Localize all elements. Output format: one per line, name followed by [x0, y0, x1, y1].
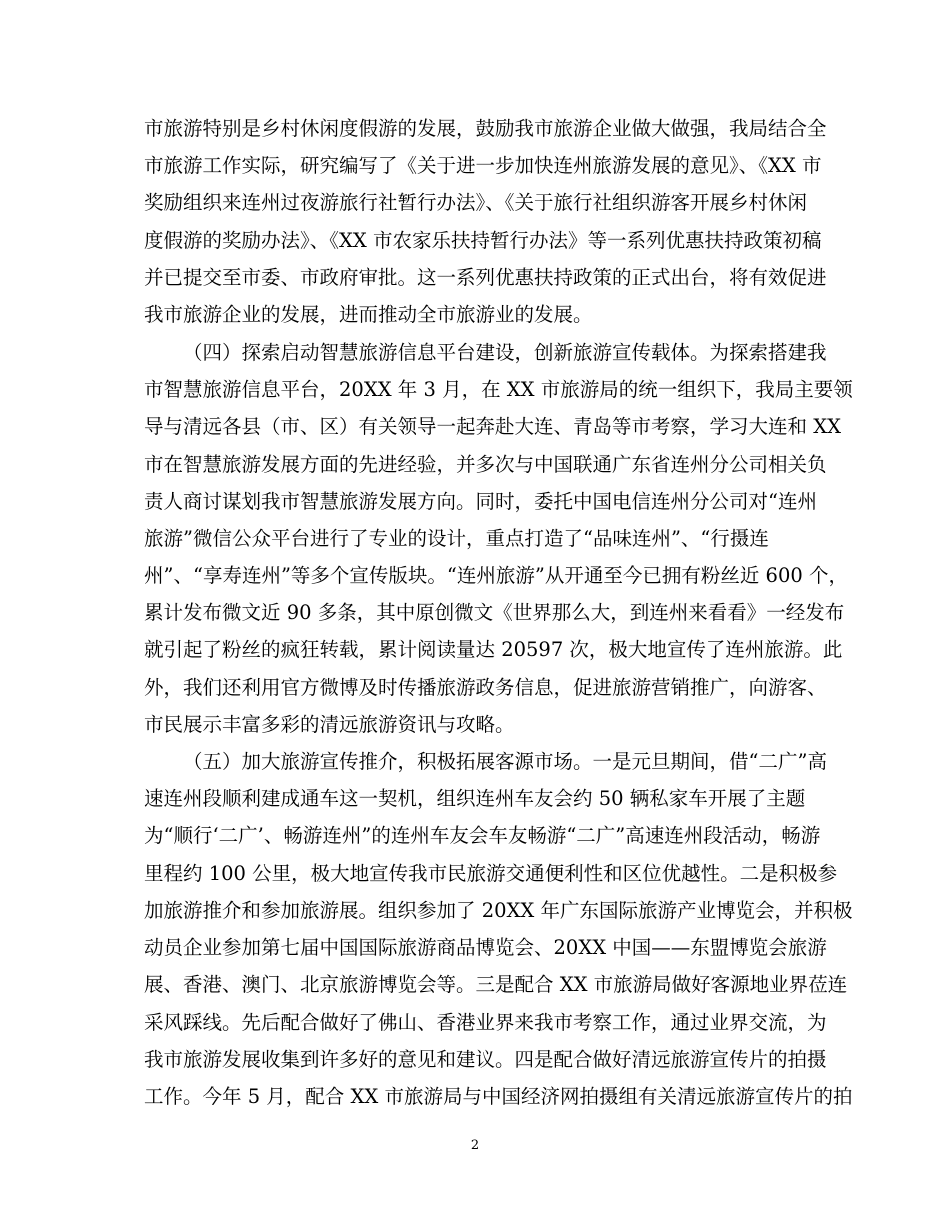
paragraph-line: 我市旅游企业的发展，进而推动全市旅游业的发展。 [144, 303, 593, 326]
paragraph-line: 里程约 100 公里，极大地宣传我市民旅游交通便利性和区位优越性。二是积极参 [144, 862, 838, 885]
paragraph-line: 市在智慧旅游发展方面的先进经验，并多次与中国联通广东省连州分公司相关负 [144, 453, 827, 476]
paragraph-line: 外，我们还利用官方微博及时传播旅游政务信息，促进旅游营销推广，向游客、 [144, 676, 827, 699]
section-four-heading-line: （四）探索启动智慧旅游信息平台建设，创新旅游宣传载体。为探索搭建我 [183, 341, 827, 364]
paragraph-line: 累计发布微文近 90 多条，其中原创微文《世界那么大，到连州来看看》一经发布 [144, 601, 845, 624]
paragraph-line: 我市旅游发展收集到许多好的意见和建议。四是配合做好清远旅游宣传片的拍摄 [144, 1048, 827, 1071]
paragraph-line: 工作。今年 5 月，配合 XX 市旅游局与中国经济网拍摄组有关清远旅游宣传片的拍 [144, 1085, 853, 1108]
paragraph-line: 并已提交至市委、市政府审批。这一系列优惠扶持政策的正式出台，将有效促进 [144, 266, 827, 289]
paragraph-line: 导与清远各县（市、区）有关领导一起奔赴大连、青岛等市考察，学习大连和 XX [144, 415, 841, 438]
paragraph-line: 市民展示丰富多彩的清远旅游资讯与攻略。 [144, 713, 515, 736]
page-number: 2 [470, 1138, 480, 1153]
paragraph-line: 州”、“享寿连州”等多个宣传版块。“连州旅游”从开通至今已拥有粉丝近 600 个， [144, 564, 848, 587]
paragraph-line: 采风踩线。先后配合做好了佛山、香港业界来我市考察工作，通过业界交流，为 [144, 1011, 827, 1034]
paragraph-line: 市旅游特别是乡村休闲度假游的发展，鼓励我市旅游企业做大做强，我局结合全 [144, 117, 827, 140]
paragraph-line: 市智慧旅游信息平台，20XX 年 3 月，在 XX 市旅游局的统一组织下，我局主要领 [144, 378, 853, 401]
paragraph-line: 度假游的奖励办法》、《XX 市农家乐扶持暂行办法》等一系列优惠扶持政策初稿 [144, 229, 822, 252]
paragraph-line: 责人商讨谋划我市智慧旅游发展方向。同时，委托中国电信连州分公司对“连州 [144, 490, 817, 513]
paragraph-line: 速连州段顺利建成通车这一契机，组织连州车友会约 50 辆私家车开展了主题 [144, 787, 806, 810]
paragraph-line: 就引起了粉丝的疯狂转载，累计阅读量达 20597 次，极大地宣传了连州旅游。此 [144, 638, 843, 661]
paragraph-line: 展、香港、澳门、北京旅游博览会等。三是配合 XX 市旅游局做好客源地业界莅连 [144, 973, 848, 996]
paragraph-line: 为“顺行‘二广’、畅游连州”的连州车友会车友畅游“二广”高速连州段活动，畅游 [144, 824, 821, 847]
paragraph-line: 动员企业参加第七届中国国际旅游商品博览会、20XX 中国——东盟博览会旅游 [144, 936, 827, 959]
paragraph-line: 加旅游推介和参加旅游展。组织参加了 20XX 年广东国际旅游产业博览会，并积极 [144, 899, 853, 922]
paragraph-line: 市旅游工作实际，研究编写了《关于进一步加快连州旅游发展的意见》、《XX 市 [144, 154, 822, 177]
paragraph-line: 奖励组织来连州过夜游旅行社暂行办法》、《关于旅行社组织游客开展乡村休闲 [144, 191, 808, 214]
section-five-heading-line: （五）加大旅游宣传推介，积极拓展客源市场。一是元旦期间，借“二广”高 [183, 750, 827, 773]
paragraph-line: 旅游”微信公众平台进行了专业的设计，重点打造了“品味连州”、“行摄连 [144, 527, 769, 550]
